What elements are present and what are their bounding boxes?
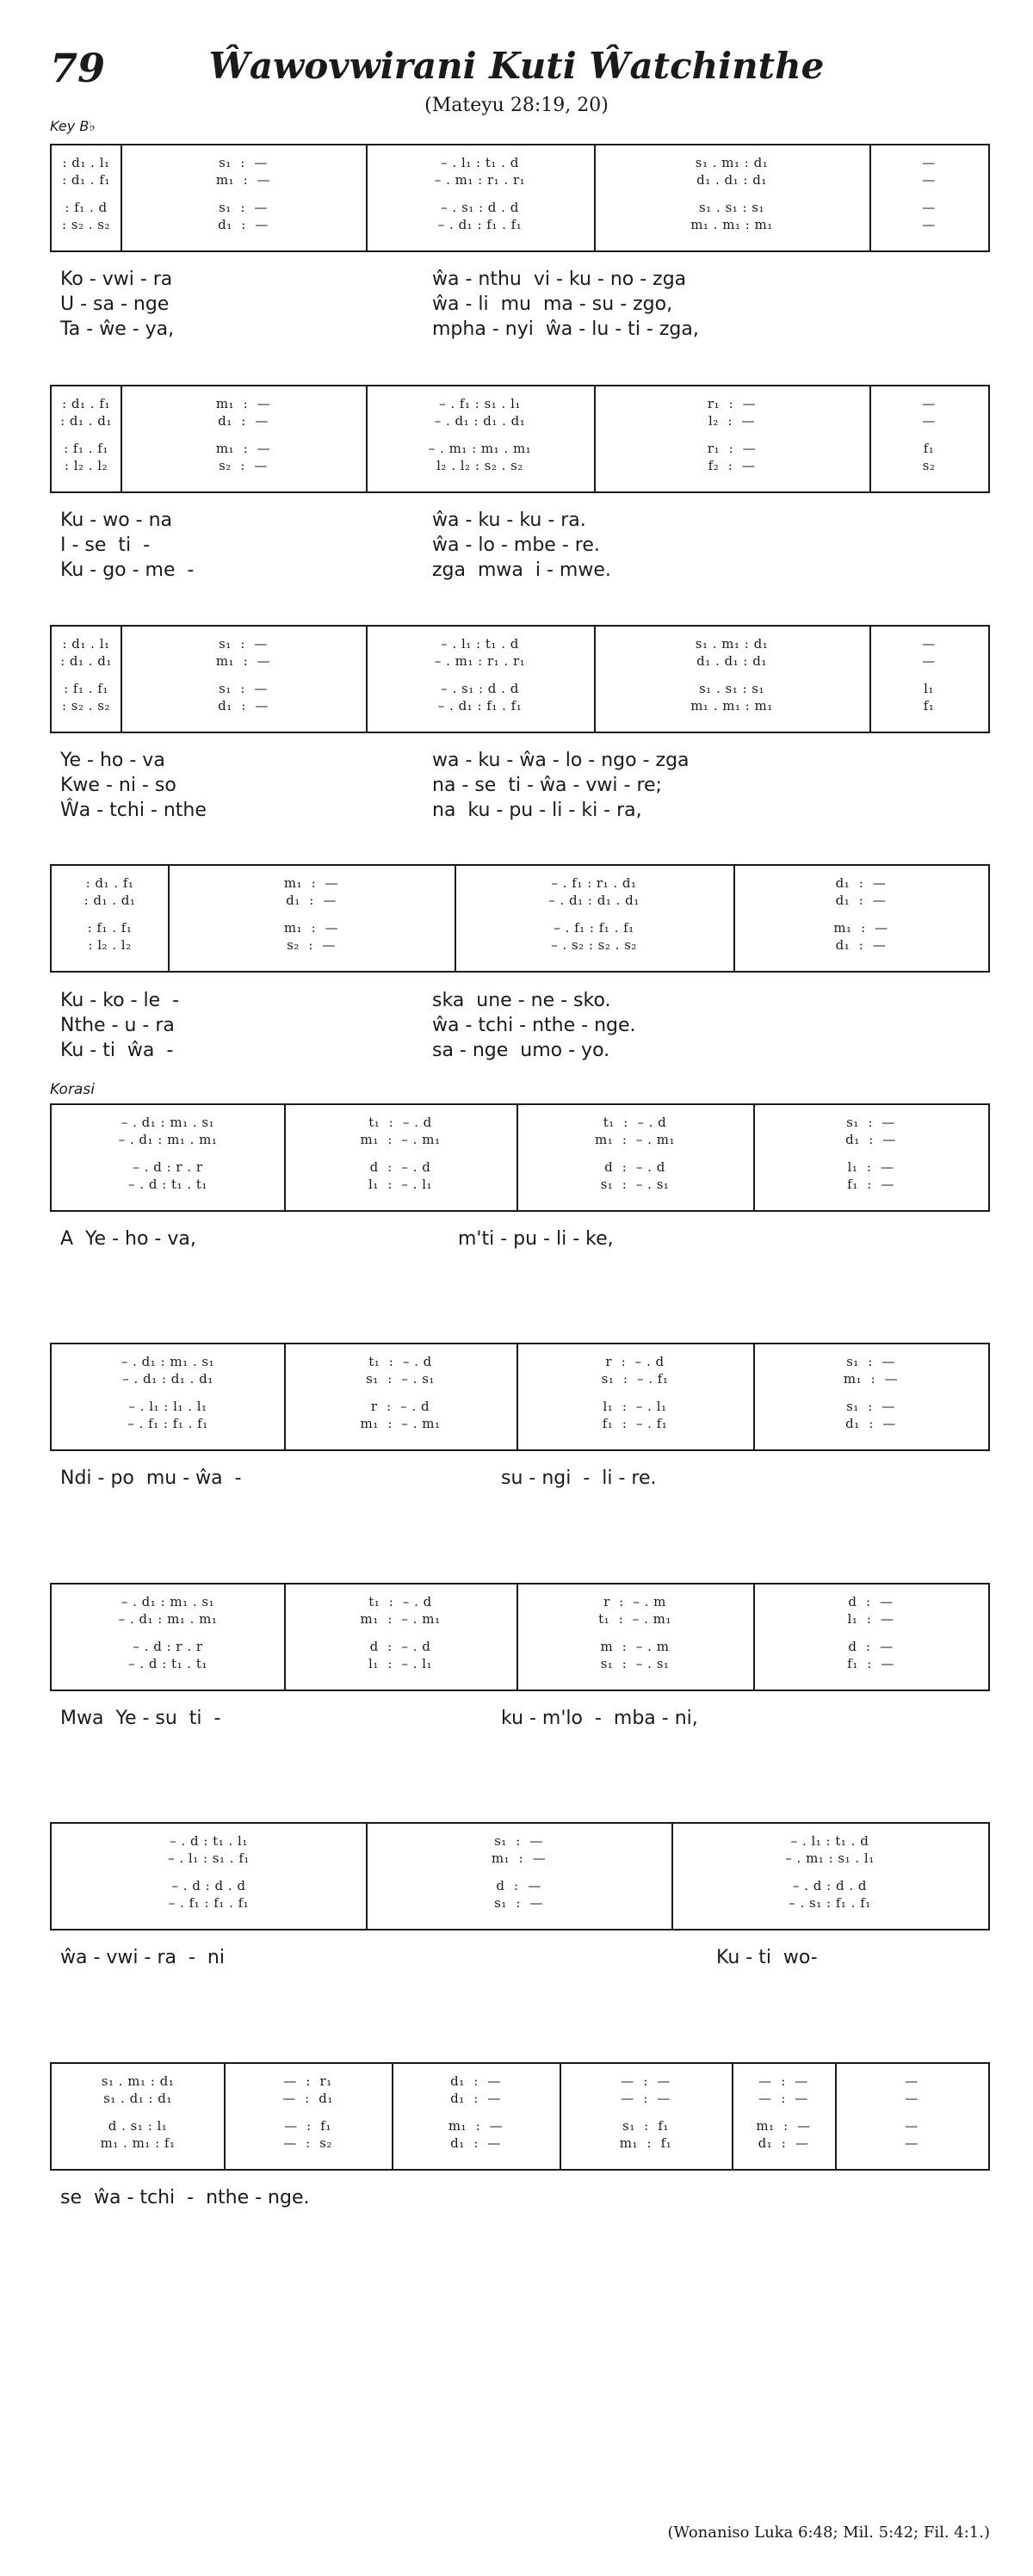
measure (368, 145, 592, 250)
note-line: l₁ : — (847, 1159, 894, 1175)
lyrics-block (50, 1466, 990, 1491)
note-line: : d₁ . d₁ (60, 413, 112, 429)
note-line: s₁ : – . s₁ (366, 1371, 435, 1387)
note-line: m₁ . m₁ : f₁ (100, 2135, 176, 2151)
lyric-segment: Nthe - u - ra (60, 1015, 175, 1036)
note-line: f₁ : — (847, 1177, 894, 1192)
measure (53, 145, 119, 250)
note-line: — : — (758, 2091, 808, 2106)
measure (596, 627, 868, 732)
note-line: – . s₁ : d . d (441, 681, 519, 696)
note-line: t₁ : – . d (368, 1115, 432, 1130)
measure (368, 386, 592, 491)
lyric-segment: Ku - ti wo- (716, 1947, 818, 1968)
lyric-segment: mpha - nyi ŵa - lu - ti - zga, (432, 318, 699, 340)
note-line: : d₁ . d₁ (84, 893, 136, 908)
lyric-line (50, 558, 990, 583)
lyric-line (50, 1226, 990, 1251)
note-line: m₁ : — (833, 920, 888, 936)
lyric-segment: ku - m'lo - mba - ni, (501, 1708, 698, 1729)
measure (871, 627, 987, 732)
music-system (50, 1343, 990, 1451)
measure (368, 627, 592, 732)
lyric-segment: zga mwa i - mwe. (432, 559, 611, 581)
note-line: – . m₁ : r₁ . r₁ (434, 172, 526, 188)
note-line: d₁ : — (218, 413, 269, 429)
measure (53, 2064, 222, 2169)
note-line: m₁ : – . m₁ (360, 1132, 441, 1147)
note-line: – . s₁ : f₁ . f₁ (789, 1895, 871, 1911)
note-line: — (922, 217, 936, 232)
note-line: d₁ : — (450, 2073, 501, 2089)
lyric-segment: Ko - vwi - ra (60, 269, 173, 290)
measure (368, 1824, 670, 1929)
note-line: s₂ : — (219, 458, 268, 473)
note-line: – . d₁ : f₁ . f₁ (437, 217, 523, 232)
note-line: – . l₁ : t₁ . d (790, 1833, 869, 1849)
note-line: s₁ . s₁ : s₁ (698, 200, 765, 215)
note-line: t₁ : – . d (368, 1594, 432, 1609)
lyric-segment: su - ngi - li - re. (501, 1467, 657, 1489)
note-line: – . d : d . d (792, 1878, 867, 1893)
note-line: s₁ : f₁ (622, 2118, 669, 2134)
note-line: : s₂ . s₂ (61, 698, 111, 713)
measure (755, 1105, 987, 1210)
lyric-segment: Ŵa - tchi - nthe (60, 800, 207, 821)
note-line: s₁ : — (494, 1833, 543, 1849)
lyrics-block (50, 508, 990, 583)
measure (518, 1344, 752, 1449)
note-line: d₁ : — (758, 2135, 809, 2151)
note-line: – . m₁ : s₁ . l₁ (785, 1850, 875, 1866)
music-system (50, 864, 990, 973)
note-line: d : — (848, 1594, 894, 1609)
note-line: — : — (758, 2073, 808, 2089)
note-line: s₁ : – . f₁ (601, 1371, 669, 1387)
note-line: : l₂ . l₂ (64, 458, 108, 473)
note-line: — : — (621, 2091, 671, 2106)
note-line: : l₂ . l₂ (88, 937, 132, 953)
lyric-segment: Mwa Ye - su ti - (60, 1708, 221, 1729)
note-line: m₁ : — (843, 1371, 899, 1387)
note-line: d : – . d (369, 1159, 431, 1175)
note-line: — (905, 2073, 919, 2089)
note-line: s₁ : — (846, 1115, 895, 1130)
lyric-line (50, 798, 990, 823)
lyric-segment: I - se ti - (60, 534, 151, 556)
note-line: : d₁ . l₁ (62, 636, 110, 652)
note-line: – . f₁ : f₁ . f₁ (127, 1416, 208, 1431)
note-line: : f₁ . f₁ (87, 920, 133, 936)
music-system (50, 385, 990, 493)
note-line: – . d : t₁ . l₁ (170, 1833, 248, 1849)
note-line: s₁ : — (846, 1354, 895, 1369)
note-line: — (922, 155, 936, 170)
note-line: : d₁ . l₁ (62, 155, 110, 170)
note-line: l₁ : – . l₁ (368, 1656, 433, 1671)
measure (837, 2064, 987, 2169)
note-line: s₁ . m₁ : d₁ (695, 155, 769, 170)
note-line: d₁ : — (835, 893, 887, 908)
lyric-line (50, 988, 990, 1013)
note-line: — (922, 653, 936, 669)
lyric-segment: Ta - ŵe - ya, (60, 318, 175, 340)
lyric-line (50, 267, 990, 292)
note-line: d₁ : — (450, 2135, 501, 2151)
lyric-segment: Ku - wo - na (60, 510, 173, 531)
note-line: m₁ . m₁ : m₁ (690, 217, 773, 232)
measure (456, 866, 732, 971)
lyric-line (50, 1945, 990, 1970)
note-line: – . f₁ : f₁ . f₁ (168, 1895, 250, 1911)
note-line: — : r₁ (283, 2073, 332, 2089)
note-line: d₁ : — (218, 217, 269, 232)
measure (596, 386, 868, 491)
lyric-segment: ska une - ne - sko. (432, 990, 611, 1011)
lyric-segment: Ku - ko - le - (60, 990, 180, 1011)
note-line: l₂ . l₂ : s₂ . s₂ (436, 458, 523, 473)
lyric-segment: ŵa - tchi - nthe - nge. (432, 1015, 636, 1036)
note-line: d₁ . d₁ : d₁ (696, 653, 767, 669)
hymn-title: Ŵawovwirani Kuti Ŵatchinthe (208, 45, 825, 87)
note-line: m₁ : — (491, 1850, 547, 1866)
lyric-line (50, 1038, 990, 1063)
note-line: s₂ (922, 458, 936, 473)
note-line: d₁ : — (450, 2091, 501, 2106)
note-line: s₁ : — (846, 1399, 895, 1414)
lyric-segment: A Ye - ho - va, (60, 1228, 196, 1250)
lyric-line (50, 748, 990, 773)
lyric-segment: ŵa - vwi - ra - ni (60, 1947, 225, 1968)
note-line: s₂ : — (287, 937, 336, 953)
note-line: m₁ : — (215, 172, 271, 188)
note-line: l₁ : — (847, 1611, 894, 1627)
note-line: r₁ : — (707, 396, 757, 411)
measure (871, 386, 987, 491)
note-line: d : — (848, 1639, 894, 1654)
lyrics-block (50, 988, 990, 1063)
measure (122, 627, 364, 732)
lyric-segment: na ku - pu - li - ki - ra, (432, 800, 642, 821)
note-line: d . s₁ : l₁ (108, 2118, 168, 2134)
note-line: s₁ : – . s₁ (600, 1656, 670, 1671)
note-line: m₁ : — (756, 2118, 811, 2134)
measure (393, 2064, 558, 2169)
note-line: r : – . m (603, 1594, 666, 1609)
note-line: d : – . d (604, 1159, 665, 1175)
note-line: s₁ : — (219, 200, 268, 215)
note-line: — : s₂ (283, 2135, 332, 2151)
note-line: s₁ . d₁ : d₁ (103, 2091, 172, 2106)
note-line: – . d₁ : m₁ . s₁ (121, 1594, 215, 1609)
measure (871, 145, 987, 250)
footer-reference: (Wonaniso Luka 6:48; Mil. 5:42; Fil. 4:1.) (667, 2523, 990, 2542)
measure (122, 145, 364, 250)
lyric-line (50, 533, 990, 558)
note-line: r : – . d (605, 1354, 665, 1369)
note-line: – . l₁ : s₁ . f₁ (168, 1850, 250, 1866)
note-line: f₁ : — (847, 1656, 894, 1671)
note-line: – . d : r . r (133, 1639, 203, 1654)
lyric-line (50, 317, 990, 342)
note-line: l₂ : — (708, 413, 755, 429)
measure (733, 2064, 833, 2169)
note-line: – . d : t₁ . t₁ (128, 1656, 207, 1671)
note-line: — (905, 2135, 919, 2151)
note-line: — (922, 396, 936, 411)
note-line: — (922, 200, 936, 215)
note-line: f₂ : — (708, 458, 756, 473)
note-line: l₁ : – . l₁ (368, 1177, 433, 1192)
hymn-number: 79 (50, 45, 106, 91)
measure (170, 866, 453, 971)
note-line: m₁ : – . m₁ (360, 1611, 441, 1627)
note-line: r : – . d (370, 1399, 430, 1414)
note-line: d₁ : — (845, 1416, 896, 1431)
measure (53, 1824, 364, 1929)
note-line: s₁ : — (219, 636, 268, 652)
lyric-segment: Ku - go - me - (60, 559, 195, 581)
note-line: – . f₁ : r₁ . d₁ (551, 875, 637, 891)
scripture-reference: (Mateyu 28:19, 20) (424, 95, 609, 116)
measure (53, 386, 119, 491)
note-line: — (905, 2118, 919, 2134)
measure (226, 2064, 390, 2169)
note-line: d : – . d (369, 1639, 431, 1654)
note-line: : f₁ . d (65, 200, 108, 215)
music-system (50, 1103, 990, 1212)
note-line: – . s₁ : d . d (441, 200, 519, 215)
lyric-segment: se ŵa - tchi - nthe - nge. (60, 2187, 310, 2208)
note-line: m₁ : – . m₁ (595, 1132, 675, 1147)
note-line: : d₁ . f₁ (62, 172, 110, 188)
note-line: – . f₁ : s₁ . l₁ (439, 396, 521, 411)
measure (596, 145, 868, 250)
lyric-segment: Ndi - po mu - ŵa - (60, 1467, 242, 1489)
note-line: : d₁ . f₁ (85, 875, 134, 891)
note-line: — (905, 2091, 919, 2106)
note-line: — : f₁ (284, 2118, 331, 2134)
music-system (50, 144, 990, 252)
note-line: – . s₂ : s₂ . s₂ (551, 937, 637, 953)
lyric-line (50, 1013, 990, 1038)
music-system (50, 625, 990, 733)
lyric-line (50, 508, 990, 533)
measure (53, 1105, 282, 1210)
note-line: d₁ : — (835, 937, 887, 953)
measure (53, 866, 166, 971)
measure (53, 627, 119, 732)
lyric-segment: ŵa - ku - ku - ra. (432, 510, 586, 531)
note-line: m₁ . m₁ : m₁ (690, 698, 773, 713)
note-line: m₁ : — (215, 441, 271, 456)
measure (286, 1105, 515, 1210)
note-line: d₁ . d₁ : d₁ (696, 172, 767, 188)
lyrics-block (50, 267, 990, 342)
note-line: m : – . m (600, 1639, 670, 1654)
key-signature: Key B♭ (50, 118, 96, 134)
measure (286, 1344, 515, 1449)
measure (561, 2064, 730, 2169)
note-line: — (922, 636, 936, 652)
note-line: — (922, 413, 936, 429)
note-line: s₁ . s₁ : s₁ (698, 681, 765, 696)
measure (673, 1824, 987, 1929)
note-line: s₁ . m₁ : d₁ (695, 636, 769, 652)
note-line: s₁ . m₁ : d₁ (101, 2073, 175, 2089)
note-line: : d₁ . d₁ (60, 653, 112, 669)
note-line: – . d₁ : m₁ . s₁ (121, 1354, 215, 1369)
note-line: — (922, 172, 936, 188)
music-system (50, 1583, 990, 1691)
note-line: m₁ : — (215, 396, 271, 411)
note-line: s₁ : — (494, 1895, 543, 1911)
note-line: m₁ : f₁ (619, 2135, 672, 2151)
note-line: d₁ : — (218, 698, 269, 713)
lyric-segment: wa - ku - ŵa - lo - ngo - zga (432, 750, 690, 771)
note-line: – . m₁ : r₁ . r₁ (434, 653, 526, 669)
note-line: f₁ (923, 441, 935, 456)
lyrics-block (50, 1226, 990, 1251)
note-line: – . d₁ : f₁ . f₁ (437, 698, 523, 713)
lyric-segment: U - sa - nge (60, 293, 170, 315)
lyrics-block (50, 2185, 990, 2210)
note-line: s₁ : — (219, 155, 268, 170)
lyric-line (50, 1706, 990, 1731)
lyric-segment: Ye - ho - va (60, 750, 165, 771)
note-line: d₁ : — (286, 893, 337, 908)
note-line: m₁ : – . m₁ (360, 1416, 441, 1431)
note-line: f₁ : – . f₁ (602, 1416, 668, 1431)
lyric-segment: Ku - ti ŵa - (60, 1040, 174, 1061)
measure (53, 1344, 282, 1449)
note-line: – . f₁ : f₁ . f₁ (554, 920, 634, 936)
note-line: – . l₁ : t₁ . d (441, 636, 519, 652)
note-line: t₁ : – . m₁ (598, 1611, 671, 1627)
lyrics-block (50, 1706, 990, 1731)
note-line: m₁ : — (283, 920, 339, 936)
note-line: – . d : d . d (171, 1878, 246, 1893)
note-line: : s₂ . s₂ (61, 217, 111, 232)
note-line: m₁ : — (215, 653, 271, 669)
note-line: – . d₁ : d₁ . d₁ (434, 413, 526, 429)
note-line: l₁ (924, 681, 934, 696)
measure (518, 1585, 752, 1690)
lyric-segment: ŵa - nthu vi - ku - no - zga (432, 269, 687, 290)
lyric-line (50, 292, 990, 317)
note-line: – . m₁ : m₁ . m₁ (428, 441, 532, 456)
note-line: m₁ : — (283, 875, 339, 891)
note-line: — : — (621, 2073, 671, 2089)
lyric-segment: ŵa - lo - mbe - re. (432, 534, 600, 556)
note-line: — : d₁ (282, 2091, 333, 2106)
note-line: – . l₁ : t₁ . d (441, 155, 519, 170)
measure (286, 1585, 515, 1690)
note-line: – . d₁ : m₁ . s₁ (121, 1115, 215, 1130)
lyric-segment: Kwe - ni - so (60, 775, 176, 796)
note-line: – . l₁ : l₁ . l₁ (128, 1399, 207, 1414)
note-line: – . d₁ : d₁ . d₁ (548, 893, 640, 908)
note-line: r₁ : — (707, 441, 757, 456)
music-system (50, 1822, 990, 1930)
lyric-line (50, 773, 990, 798)
lyrics-block (50, 1945, 990, 1970)
lyrics-block (50, 748, 990, 823)
music-system (50, 2062, 990, 2171)
note-line: l₁ : – . l₁ (603, 1399, 667, 1414)
measure (755, 1344, 987, 1449)
note-line: – . d₁ : m₁ . m₁ (118, 1132, 218, 1147)
note-line: f₁ (923, 698, 935, 713)
note-line: s₁ : – . s₁ (600, 1177, 670, 1192)
note-line: : f₁ . f₁ (64, 681, 108, 696)
note-line: t₁ : – . d (368, 1354, 432, 1369)
note-line: : f₁ . f₁ (64, 441, 108, 456)
note-line: – . d : t₁ . t₁ (128, 1177, 207, 1192)
note-line: d₁ : — (845, 1132, 896, 1147)
note-line: d₁ : — (835, 875, 887, 891)
measure (122, 386, 364, 491)
lyric-line (50, 1466, 990, 1491)
chorus-label: Korasi (50, 1081, 95, 1098)
lyric-segment: na - se ti - ŵa - vwi - re; (432, 775, 662, 796)
measure (518, 1105, 752, 1210)
note-line: – . d : r . r (133, 1159, 203, 1175)
note-line: t₁ : – . d (603, 1115, 667, 1130)
lyric-line (50, 2185, 990, 2210)
note-line: : d₁ . f₁ (62, 396, 110, 411)
lyric-segment: ŵa - li mu ma - su - zgo, (432, 293, 673, 315)
note-line: m₁ : — (448, 2118, 504, 2134)
note-line: d : — (496, 1878, 541, 1893)
measure (755, 1585, 987, 1690)
note-line: – . d₁ : d₁ . d₁ (122, 1371, 213, 1387)
note-line: – . d₁ : m₁ . m₁ (118, 1611, 218, 1627)
measure (53, 1585, 282, 1690)
measure (735, 866, 987, 971)
note-line: s₁ : — (219, 681, 268, 696)
lyric-segment: sa - nge umo - yo. (432, 1040, 610, 1061)
lyric-segment: m'ti - pu - li - ke, (458, 1228, 614, 1250)
